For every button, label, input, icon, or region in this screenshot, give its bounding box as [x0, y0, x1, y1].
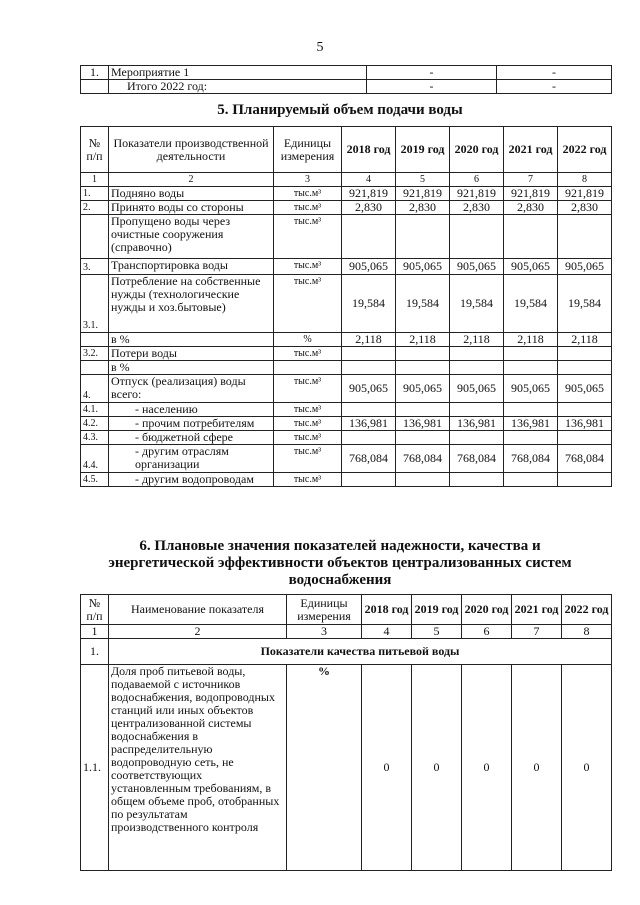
col-header-year: 2020 год: [462, 595, 512, 625]
row-unit: тыс.м³: [274, 259, 342, 275]
row-unit: тыс.м³: [274, 215, 342, 259]
row-name: в %: [109, 333, 274, 347]
index-cell: 7: [504, 173, 558, 187]
row-name: Пропущено воды через очистные сооружения (справочно): [109, 215, 274, 259]
row-value: 768,084: [342, 445, 396, 473]
row-value: [504, 215, 558, 259]
row-value: 19,584: [450, 275, 504, 333]
row-value: -: [497, 80, 612, 94]
table-row: [81, 403, 612, 417]
row-unit: тыс.м³: [274, 201, 342, 215]
row-unit: %: [274, 333, 342, 347]
row-value: 2,830: [450, 201, 504, 215]
row-unit: тыс.м³: [274, 431, 342, 445]
row-num: 4.2.: [81, 417, 109, 431]
row-name: Потребление на собственные нужды (технологические нужды и хоз.бытовые): [109, 275, 274, 333]
row-value: [450, 403, 504, 417]
row-value: [342, 473, 396, 487]
group-row: [81, 639, 612, 665]
row-value: 2,118: [342, 333, 396, 347]
row-num: [81, 215, 109, 259]
row-value: [450, 347, 504, 361]
index-cell: 1: [81, 173, 109, 187]
col-header-unit: Единицы измерения: [287, 595, 362, 625]
table-row: [81, 665, 612, 871]
row-value: 136,981: [450, 417, 504, 431]
index-cell: 5: [412, 625, 462, 639]
row-value: [450, 473, 504, 487]
col-header-name: Наименование показателя: [109, 595, 287, 625]
row-name: Доля проб питьевой воды, подаваемой с источников водоснабжения, водопроводных станций или иных объектов централизованной системы водоснабжения в распределительную водопроводную сеть, не соответствующих установленным требованиям, в общем объеме проб, отобранных по результатам производственного контроля: [109, 665, 287, 871]
row-value: [396, 431, 450, 445]
row-name: - бюджетной сфере: [109, 431, 274, 445]
row-num: 4.3.: [81, 431, 109, 445]
row-name: Принято воды со стороны: [109, 201, 274, 215]
row-value: 905,065: [342, 375, 396, 403]
col-header-unit: Единицы измерения: [274, 127, 342, 173]
index-cell: 7: [512, 625, 562, 639]
col-header-year: 2020 год: [450, 127, 504, 173]
row-value: 921,819: [450, 187, 504, 201]
row-value: 136,981: [504, 417, 558, 431]
row-value: 905,065: [558, 259, 612, 275]
row-value: 2,830: [504, 201, 558, 215]
index-cell: 8: [562, 625, 612, 639]
row-value: [396, 403, 450, 417]
page-number: 5: [316, 40, 324, 55]
row-value: 921,819: [558, 187, 612, 201]
row-value: 136,981: [396, 417, 450, 431]
col-header-year: 2019 год: [396, 127, 450, 173]
row-unit: тыс.м³: [274, 417, 342, 431]
row-value: 768,084: [396, 445, 450, 473]
row-value: 768,084: [450, 445, 504, 473]
col-header-num: № п/п: [81, 595, 109, 625]
section5-title: 5. Планируемый объем подачи воды: [217, 102, 463, 118]
row-name: Подняно воды: [109, 187, 274, 201]
row-value: 905,065: [558, 375, 612, 403]
table-row: [81, 275, 612, 333]
index-cell: 2: [109, 173, 274, 187]
row-value: [504, 473, 558, 487]
col-header-year: 2022 год: [562, 595, 612, 625]
row-name: - населению: [109, 403, 274, 417]
row-value: [342, 403, 396, 417]
row-value: [396, 215, 450, 259]
row-num: 2.: [81, 201, 109, 215]
row-num: 3.: [81, 259, 109, 275]
row-value: 2,118: [396, 333, 450, 347]
index-row: [81, 625, 612, 639]
row-name: - прочим потребителям: [109, 417, 274, 431]
row-value: [450, 361, 504, 375]
row-value: 921,819: [396, 187, 450, 201]
table-row: [81, 80, 612, 94]
index-cell: 3: [274, 173, 342, 187]
index-cell: 6: [450, 173, 504, 187]
row-value: -: [367, 80, 497, 94]
row-value: 19,584: [558, 275, 612, 333]
index-cell: 8: [558, 173, 612, 187]
row-value: 768,084: [504, 445, 558, 473]
row-num: 3.1.: [81, 275, 109, 333]
row-value: [450, 215, 504, 259]
row-num: 3.2.: [81, 347, 109, 361]
row-unit: тыс.м³: [274, 375, 342, 403]
col-header-name: Показатели производственной деятельности: [109, 127, 274, 173]
row-unit: тыс.м³: [274, 473, 342, 487]
row-value: 0: [412, 665, 462, 871]
top-table: [80, 65, 612, 94]
table-row: [81, 259, 612, 275]
row-unit: тыс.м³: [274, 187, 342, 201]
row-value: [504, 347, 558, 361]
row-value: [342, 215, 396, 259]
row-value: [504, 431, 558, 445]
indicators-table: [80, 594, 612, 871]
table-row: [81, 201, 612, 215]
row-value: [504, 361, 558, 375]
row-value: 905,065: [396, 259, 450, 275]
row-value: [450, 431, 504, 445]
row-value: 0: [362, 665, 412, 871]
section6-title-line3: водоснабжения: [288, 572, 392, 588]
row-value: 905,065: [396, 375, 450, 403]
row-name: Потери воды: [109, 347, 274, 361]
col-header-year: 2022 год: [558, 127, 612, 173]
index-cell: 5: [396, 173, 450, 187]
col-header-year: 2021 год: [504, 127, 558, 173]
row-value: [342, 361, 396, 375]
col-header-year: 2019 год: [412, 595, 462, 625]
section6-title-line2: энергетической эффективности объектов централизованных систем: [108, 555, 572, 571]
row-value: 0: [512, 665, 562, 871]
row-value: 768,084: [558, 445, 612, 473]
row-num: [81, 333, 109, 347]
row-value: [342, 431, 396, 445]
col-header-num: № п/п: [81, 127, 109, 173]
row-name: Итого 2022 год:: [109, 80, 367, 94]
row-name: Транспортировка воды: [109, 259, 274, 275]
row-value: [396, 361, 450, 375]
water-supply-table: [80, 126, 612, 487]
row-value: 905,065: [504, 375, 558, 403]
row-value: 19,584: [504, 275, 558, 333]
group-num: 1.: [81, 639, 109, 665]
table-row: [81, 375, 612, 403]
table-row: [81, 431, 612, 445]
row-value: [396, 347, 450, 361]
group-title: Показатели качества питьевой воды: [109, 639, 612, 665]
row-value: 2,118: [504, 333, 558, 347]
row-value: [342, 347, 396, 361]
table-row: [81, 445, 612, 473]
row-value: [558, 431, 612, 445]
row-value: 2,830: [558, 201, 612, 215]
row-unit: %: [287, 665, 362, 871]
table-row: [81, 473, 612, 487]
row-value: [558, 403, 612, 417]
row-value: 2,118: [558, 333, 612, 347]
row-num: 4.: [81, 375, 109, 403]
index-cell: 2: [109, 625, 287, 639]
row-num: 1.: [81, 66, 109, 80]
col-header-year: 2018 год: [362, 595, 412, 625]
row-num: [81, 80, 109, 94]
section6-title-line1: 6. Плановые значения показателей надежности, качества и: [139, 538, 541, 554]
row-value: 19,584: [342, 275, 396, 333]
row-value: [558, 347, 612, 361]
row-value: 905,065: [450, 259, 504, 275]
row-value: 0: [462, 665, 512, 871]
table-row: [81, 187, 612, 201]
row-value: 921,819: [342, 187, 396, 201]
row-num: [81, 361, 109, 375]
table-row: [81, 215, 612, 259]
row-value: 2,118: [450, 333, 504, 347]
row-value: [558, 473, 612, 487]
row-value: [558, 215, 612, 259]
row-value: [504, 403, 558, 417]
row-num: 4.1.: [81, 403, 109, 417]
row-value: 2,830: [342, 201, 396, 215]
row-num: 4.4.: [81, 445, 109, 473]
table-row: [81, 66, 612, 80]
row-unit: [274, 361, 342, 375]
header-row: [81, 595, 612, 625]
row-name: Мероприятие 1: [109, 66, 367, 80]
table-row: [81, 417, 612, 431]
row-value: 905,065: [450, 375, 504, 403]
row-unit: тыс.м³: [274, 403, 342, 417]
row-value: 905,065: [504, 259, 558, 275]
table-row: [81, 347, 612, 361]
row-value: [396, 473, 450, 487]
row-name: в %: [109, 361, 274, 375]
col-header-year: 2018 год: [342, 127, 396, 173]
col-header-year: 2021 год: [512, 595, 562, 625]
index-cell: 1: [81, 625, 109, 639]
row-name: - другим водопроводам: [109, 473, 274, 487]
row-unit: тыс.м³: [274, 445, 342, 473]
row-value: [558, 361, 612, 375]
row-value: 921,819: [504, 187, 558, 201]
row-num: 1.1.: [81, 665, 109, 871]
index-cell: 3: [287, 625, 362, 639]
index-row: [81, 173, 612, 187]
row-name: Отпуск (реализация) воды всего:: [109, 375, 274, 403]
row-value: -: [497, 66, 612, 80]
row-unit: тыс.м³: [274, 275, 342, 333]
index-cell: 4: [362, 625, 412, 639]
row-value: 136,981: [558, 417, 612, 431]
table-row: [81, 333, 612, 347]
row-value: 2,830: [396, 201, 450, 215]
row-value: 136,981: [342, 417, 396, 431]
row-num: 1.: [81, 187, 109, 201]
row-value: 19,584: [396, 275, 450, 333]
table-row: [81, 361, 612, 375]
header-row: [81, 127, 612, 173]
row-value: -: [367, 66, 497, 80]
row-unit: тыс.м³: [274, 347, 342, 361]
index-cell: 6: [462, 625, 512, 639]
row-value: 0: [562, 665, 612, 871]
row-value: 905,065: [342, 259, 396, 275]
index-cell: 4: [342, 173, 396, 187]
row-name: - другим отраслям организации: [109, 445, 274, 473]
row-num: 4.5.: [81, 473, 109, 487]
